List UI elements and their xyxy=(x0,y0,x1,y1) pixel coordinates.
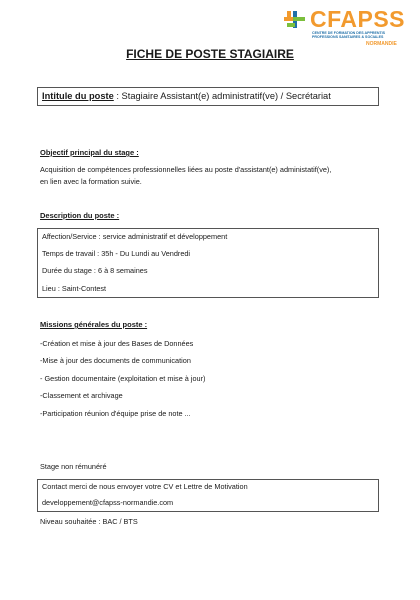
remuneration-note: Stage non rémunéré xyxy=(40,462,107,471)
description-heading: Description du poste : xyxy=(40,211,120,220)
logo-tagline-1: CENTRE DE FORMATION DES APPRENTIS xyxy=(312,31,386,35)
missions-item: -Mise à jour des documents de communication xyxy=(40,356,191,365)
objectif-heading: Objectif principal du stage : xyxy=(40,148,139,157)
description-row: Lieu : Saint-Contest xyxy=(42,284,107,293)
cfapss-logo-mark-icon xyxy=(282,8,310,32)
contact-box xyxy=(37,479,379,512)
missions-item: -Participation réunion d'équipe prise de note ... xyxy=(40,409,191,418)
intitule-box xyxy=(37,87,379,106)
logo-tagline-2: PROFESSIONS SANITAIRES & SOCIALES xyxy=(312,35,384,40)
objectif-line-1: Acquisition de compétences professionnelles liées au poste d'assistant(e) administatif(ve), xyxy=(40,165,332,174)
missions-item: - Gestion documentaire (exploitation et mise à jour) xyxy=(40,374,206,383)
logo-brand: CFAPSS xyxy=(310,6,406,32)
missions-item: -Classement et archivage xyxy=(40,391,123,400)
missions-heading: Missions générales du poste : xyxy=(40,320,148,329)
niveau-souhaite: Niveau souhaitée : BAC / BTS xyxy=(40,517,138,526)
intitule-label: Intitule du poste xyxy=(42,91,114,101)
logo-tagline xyxy=(312,31,385,40)
contact-line: Contact merci de nous envoyer votre CV et Lettre de Motivation xyxy=(42,482,248,491)
page-title: FICHE DE POSTE STAGIAIRE xyxy=(126,47,294,61)
description-row: Temps de travail : 35h - Du Lundi au Vendredi xyxy=(42,249,191,258)
objectif-line-2: en lien avec la formation suivie. xyxy=(40,177,142,186)
contact-email[interactable]: developpement@cfapss-normandie.com xyxy=(42,498,174,507)
logo-region: NORMANDIE xyxy=(366,41,397,47)
description-row: Affection/Service : service administratif et développement xyxy=(42,232,228,241)
intitule-value: : Stagiaire Assistant(e) administratif(ve) / Secrétariat xyxy=(113,91,331,101)
description-box xyxy=(37,228,379,298)
intitule-line xyxy=(42,91,331,101)
missions-item: -Création et mise à jour des Bases de Données xyxy=(40,339,194,348)
description-row: Durée du stage : 6 à 8 semaines xyxy=(42,266,148,275)
cfapss-logo xyxy=(282,6,406,47)
